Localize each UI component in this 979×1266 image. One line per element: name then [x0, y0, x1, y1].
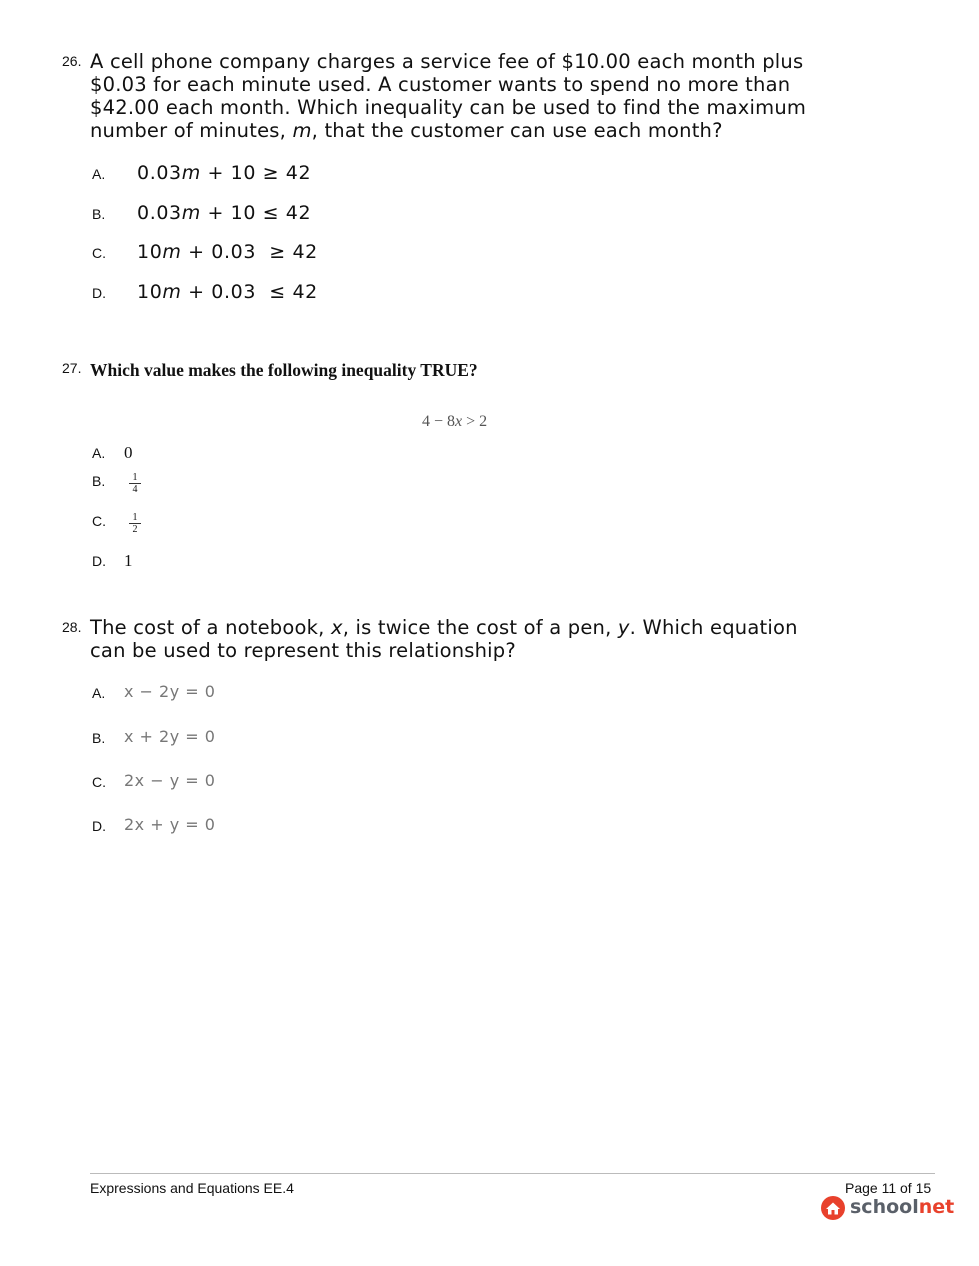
schoolnet-logo-icon: [820, 1195, 846, 1221]
footer-title: Expressions and Equations EE.4: [90, 1180, 294, 1196]
question-stem: [90, 50, 950, 142]
stem-line: A cell phone company charges a service fee of $10.00 each month plus: [90, 50, 804, 73]
answer-option[interactable]: 0.03m + 10 ≤ 42: [137, 202, 312, 224]
answer-option[interactable]: x − 2y = 0: [124, 682, 216, 701]
option-letter: A.: [92, 685, 106, 701]
question-number: 28.: [62, 619, 82, 635]
option-letter: A.: [92, 166, 106, 182]
inequality-expression: 4 − 8x > 2: [422, 413, 488, 430]
option-letter: D.: [92, 553, 106, 569]
footer-divider: [90, 1173, 935, 1174]
answer-option-fraction[interactable]: [129, 472, 141, 495]
stem-line: $42.00 each month. Which inequality can be used to find the maximum: [90, 96, 807, 119]
option-letter: D.: [92, 285, 106, 301]
answer-option[interactable]: 10m + 0.03 ≤ 42: [137, 281, 318, 303]
question-stem: [90, 616, 950, 662]
fraction-denominator: 4: [129, 483, 141, 495]
stem-line: $0.03 for each minute used. A customer wants to spend no more than: [90, 73, 791, 96]
option-letter: C.: [92, 774, 106, 790]
stem-line: can be used to represent this relationship?: [90, 639, 516, 662]
answer-option[interactable]: 1: [124, 551, 133, 570]
fraction-numerator: 1: [132, 512, 138, 523]
option-letter: B.: [92, 206, 106, 222]
question-number: 26.: [62, 53, 82, 69]
option-letter: B.: [92, 473, 106, 489]
answer-option[interactable]: 10m + 0.03 ≥ 42: [137, 241, 318, 263]
question-stem: Which value makes the following inequality TRUE?: [90, 360, 478, 380]
schoolnet-logo-text: schoolnet: [850, 1196, 955, 1218]
page-number: Page 11 of 15: [845, 1180, 932, 1196]
answer-option[interactable]: 0: [124, 443, 133, 462]
answer-option[interactable]: 2x − y = 0: [124, 771, 216, 790]
answer-option[interactable]: 0.03m + 10 ≥ 42: [137, 162, 312, 184]
stem-line: The cost of a notebook, x, is twice the cost of a pen, y. Which equation: [90, 616, 798, 639]
option-letter: D.: [92, 818, 106, 834]
option-letter: A.: [92, 445, 106, 461]
answer-option-fraction[interactable]: [129, 512, 141, 535]
answer-option[interactable]: x + 2y = 0: [124, 727, 216, 746]
fraction-denominator: 2: [129, 523, 141, 535]
stem-line: number of minutes, m, that the customer can use each month?: [90, 119, 723, 142]
answer-option[interactable]: 2x + y = 0: [124, 815, 216, 834]
option-letter: C.: [92, 513, 106, 529]
question-number: 27.: [62, 360, 82, 376]
fraction-numerator: 1: [132, 472, 138, 483]
option-letter: B.: [92, 730, 106, 746]
option-letter: C.: [92, 245, 106, 261]
